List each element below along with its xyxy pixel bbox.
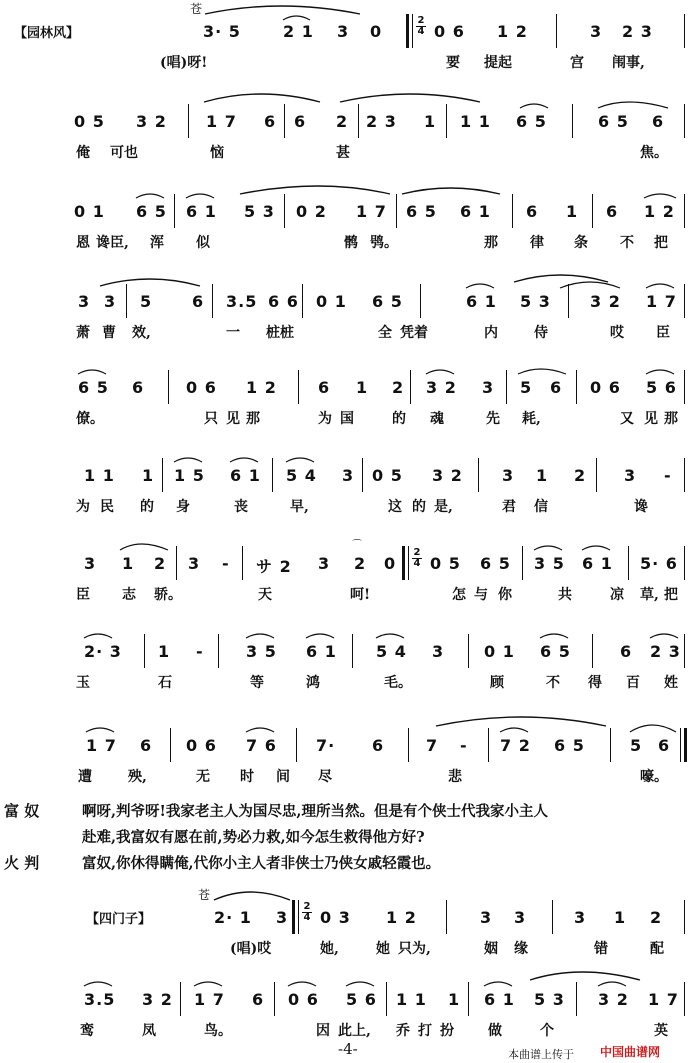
note-group: 3 2 xyxy=(598,990,629,1009)
lyric: 要 xyxy=(446,55,460,71)
note-group: 7· xyxy=(316,736,336,755)
note-group: 3 xyxy=(188,554,201,573)
lyric: 间 xyxy=(276,769,290,785)
time-signature: 2 4 xyxy=(417,15,425,37)
lyric: 她 xyxy=(376,941,390,957)
lyric: 扮 xyxy=(440,1023,454,1039)
lyric: 尽 xyxy=(318,769,332,785)
lyric: 的 xyxy=(412,499,426,515)
lyric: (唱)哎 xyxy=(230,941,272,957)
lyric: 侍 xyxy=(534,325,548,341)
note-group: 6 1 xyxy=(582,554,613,573)
note-group: 5 xyxy=(630,736,643,755)
lyric: 见 xyxy=(226,411,240,427)
lyric: 全 xyxy=(378,325,392,341)
lyric: 鸾 xyxy=(80,1023,94,1039)
note-group: 0 1 xyxy=(484,642,515,661)
note-group: 2· 1 xyxy=(214,908,252,927)
lyric: 把 xyxy=(654,235,668,251)
note-group: 1 7 xyxy=(646,292,677,311)
note-group: 5 3 xyxy=(534,990,565,1009)
note-group: 2 xyxy=(574,466,587,485)
lyric: 提起 xyxy=(484,55,512,71)
lyric: 条 xyxy=(574,235,588,251)
slur-marks xyxy=(0,356,700,408)
note-group: 5 6 xyxy=(346,990,377,1009)
slur-marks xyxy=(0,444,700,496)
note-group: 3 xyxy=(432,642,445,661)
note-group: 6 1 xyxy=(460,202,491,221)
lyric: 僚。 xyxy=(76,411,104,427)
note-group: 6 5 xyxy=(406,202,437,221)
note-group: 6 1 xyxy=(306,642,337,661)
fermata-mark: ⌒ xyxy=(352,540,362,551)
lyric: 天 xyxy=(258,587,272,603)
note-group: 3 xyxy=(337,22,350,41)
note-group: 3 5 xyxy=(246,642,277,661)
time-signature: 2 4 xyxy=(413,547,421,569)
note-group: 1 2 xyxy=(497,22,528,41)
lyric: 悲 xyxy=(448,769,462,785)
lyric: 百 xyxy=(626,675,640,691)
lyric: 浑 xyxy=(150,235,164,251)
note-group: 5 xyxy=(520,378,533,397)
note-group: 5 3 xyxy=(244,202,275,221)
lyric: 谗 xyxy=(634,499,648,515)
lyric: 臣 xyxy=(656,325,670,341)
note-group: 0 xyxy=(370,22,383,41)
page-number: -4- xyxy=(338,1040,358,1058)
lyric: 宫 xyxy=(570,55,584,71)
note-group: 6 xyxy=(132,378,145,397)
note-group: 3 xyxy=(318,554,331,573)
note-group: 0 2 xyxy=(296,202,327,221)
note-group: 2 xyxy=(336,112,349,131)
note-group: 6 xyxy=(318,378,331,397)
note-group: 6 5 xyxy=(516,112,547,131)
lyric: 呵! xyxy=(350,587,371,603)
tune-label: 【四门子】 xyxy=(86,912,152,927)
slur-marks xyxy=(0,90,700,142)
lyric: 俺 xyxy=(76,145,90,161)
lyric: 得 xyxy=(588,675,602,691)
lyric: 闱事, xyxy=(612,55,645,71)
note-group: 6 5 xyxy=(598,112,629,131)
note-group: 5 3 xyxy=(520,292,551,311)
note-group: 2 3 xyxy=(650,642,681,661)
note-group: 1 5 xyxy=(174,466,205,485)
slur-marks xyxy=(0,968,700,1020)
note-group: 3 2 xyxy=(426,378,457,397)
lyric: 毛。 xyxy=(384,675,412,691)
note-group: 6 xyxy=(526,202,539,221)
note-group: 6 5 xyxy=(554,736,585,755)
note-group: - xyxy=(222,554,230,573)
note-group: 1 2 xyxy=(644,202,675,221)
lyric: 凤 xyxy=(142,1023,156,1039)
note-group: 0 3 xyxy=(320,908,351,927)
lyric: 共 xyxy=(558,587,572,603)
lyric: 民 xyxy=(100,499,114,515)
lyric: 骄。 xyxy=(154,587,182,603)
note-group: 0 1 xyxy=(74,202,105,221)
lyric: 曹 xyxy=(102,325,116,341)
percussion-mark: 苍 xyxy=(190,2,203,16)
note-group: 7 6 xyxy=(246,736,277,755)
lyric: 志 xyxy=(122,587,136,603)
note-group: 6 xyxy=(140,736,153,755)
lyric: 可也 xyxy=(110,145,138,161)
lyric: 与 xyxy=(474,587,488,603)
note-group: 0 5 xyxy=(372,466,403,485)
lyric: 效, xyxy=(132,325,151,341)
lyric: 你 xyxy=(498,587,512,603)
note-group: 1 xyxy=(566,202,579,221)
lyric: 不 xyxy=(620,235,634,251)
note-group: 1 7 xyxy=(356,202,387,221)
note-group: 6 1 xyxy=(230,466,261,485)
note-group: 7 xyxy=(426,736,439,755)
lyric: 那 xyxy=(484,235,498,251)
lyric: 乔 xyxy=(396,1023,410,1039)
lyric: 那 xyxy=(246,411,260,427)
note-group: - xyxy=(196,642,204,661)
lyric: 甚 xyxy=(336,145,350,161)
lyric: 丧 xyxy=(234,499,248,515)
slur-marks xyxy=(0,0,700,52)
speaker-name: 火 判 xyxy=(4,854,40,872)
lyric: 殃, xyxy=(128,769,147,785)
note-group: 6 xyxy=(658,736,671,755)
note-group: 0 xyxy=(384,554,397,573)
note-group: 3 xyxy=(514,908,527,927)
lyric: 因 xyxy=(316,1023,330,1039)
note-group: 3 2 xyxy=(142,990,173,1009)
note-group: 1 xyxy=(448,990,461,1009)
note-group: 6 1 xyxy=(484,990,515,1009)
note-group: 5· 6 xyxy=(640,554,678,573)
note-group: 6 5 xyxy=(480,554,511,573)
lyric: 先 xyxy=(486,411,500,427)
note-group: 2· 3 xyxy=(84,642,122,661)
note-group: 5 4 xyxy=(286,466,317,485)
lyric: 无 xyxy=(196,769,210,785)
slur-marks xyxy=(0,714,700,766)
lyric: 耗, xyxy=(522,411,541,427)
lyric: 身 xyxy=(176,499,190,515)
note-group: 1 1 xyxy=(460,112,491,131)
note-group: 3 5 xyxy=(534,554,565,573)
note-group: 3 xyxy=(104,292,117,311)
lyric: 君 xyxy=(502,499,516,515)
lyric: 她, xyxy=(320,941,339,957)
lyric: 桩桩 xyxy=(266,325,294,341)
time-signature: 2 4 xyxy=(303,901,311,923)
site-logo: 中国曲谱网 xyxy=(600,1045,661,1059)
slur-marks xyxy=(0,886,700,938)
note-group: 0 6 xyxy=(434,22,465,41)
percussion-mark: 苍 xyxy=(198,888,211,902)
note-group: 3 xyxy=(590,22,603,41)
note-group: 1 1 xyxy=(396,990,427,1009)
note-group: 1 2 xyxy=(386,908,417,927)
note-group: 1 1 xyxy=(84,466,115,485)
lyric: 律 xyxy=(530,235,544,251)
note-group: 2 xyxy=(392,378,405,397)
lyric: 的 xyxy=(140,499,154,515)
note-group: 1 xyxy=(122,554,135,573)
lyric: 只 xyxy=(204,411,218,427)
note-group: 3.5 xyxy=(84,990,116,1009)
note-group: 0 5 xyxy=(74,112,105,131)
note-group: 0 5 xyxy=(430,554,461,573)
lyric: 鸮。 xyxy=(370,235,398,251)
note-group: 1 xyxy=(536,466,549,485)
note-group: 3 2 xyxy=(432,466,463,485)
lyric: 怎 xyxy=(452,587,466,603)
note-group: 2 3 xyxy=(622,22,653,41)
speaker-name: 富 奴 xyxy=(4,802,40,820)
note-group: 1 2 xyxy=(246,378,277,397)
note-group: 5 6 xyxy=(646,378,677,397)
slur-marks xyxy=(0,620,700,672)
lyric: 不 xyxy=(546,675,560,691)
note-group: 1 xyxy=(356,378,369,397)
lyric: 时 xyxy=(240,769,254,785)
lyric: 见 xyxy=(644,411,658,427)
note-group: 6 xyxy=(252,990,265,1009)
lyric: 此上, xyxy=(338,1023,371,1039)
lyric: 哎 xyxy=(610,325,624,341)
lyric: 恩 xyxy=(76,235,90,251)
lyric: 石 xyxy=(158,675,172,691)
dialogue-line: 啊呀,判爷呀!我家老主人为国尽忠,理所当然。但是有个侠士代我家小主人 xyxy=(82,803,548,820)
note-group: 0 6 xyxy=(590,378,621,397)
dialogue-line: 赴难,我富奴有愿在前,势必力救,如今怎生救得他方好? xyxy=(82,829,425,846)
note-group: 6 xyxy=(550,378,563,397)
source-note: 本曲谱上传于 xyxy=(508,1048,574,1061)
note-group: 2 xyxy=(154,554,167,573)
lyric: 的 xyxy=(392,411,406,427)
note-group: 2 3 xyxy=(366,112,397,131)
note-group: 3 xyxy=(574,908,587,927)
note-group: 1 xyxy=(158,642,171,661)
note-group: 7 2 xyxy=(500,736,531,755)
lyric: 做 xyxy=(488,1023,502,1039)
note-group: 6 xyxy=(192,292,205,311)
lyric: 为 xyxy=(318,411,332,427)
note-group: 0 6 xyxy=(186,378,217,397)
lyric: 鹘 xyxy=(344,235,358,251)
note-group: 6 5 xyxy=(136,202,167,221)
note-group: 6 1 xyxy=(186,202,217,221)
lyric: 信 xyxy=(534,499,548,515)
note-group: 6 xyxy=(606,202,619,221)
note-group: 3 xyxy=(78,292,91,311)
note-group: 0 6 xyxy=(186,736,217,755)
note-group: 1 7 xyxy=(194,990,225,1009)
note-group: 5 xyxy=(140,292,153,311)
lyric: 臣 xyxy=(76,587,90,603)
note-group: サ 2 xyxy=(256,557,292,576)
note-group: 3 xyxy=(480,908,493,927)
slur-marks xyxy=(0,180,700,232)
note-group: 2 xyxy=(354,554,367,573)
lyric: 凉 xyxy=(610,587,624,603)
dialogue-line: 富奴,你休得瞒俺,代你小主人者非侠士乃侠女戚轻霞也。 xyxy=(82,855,441,872)
slur-marks xyxy=(0,270,700,322)
slur-marks xyxy=(0,532,700,584)
note-group: 6 xyxy=(620,642,633,661)
lyric: 似 xyxy=(196,235,210,251)
note-group: 0 1 xyxy=(316,292,347,311)
lyric: 只为, xyxy=(398,941,431,957)
lyric: 草, xyxy=(640,587,659,603)
lyric: 又 xyxy=(620,411,634,427)
lyric: 顾 xyxy=(490,675,504,691)
lyric: 鸿 xyxy=(306,675,320,691)
lyric: 谗臣, xyxy=(96,235,129,251)
note-group: 2 1 xyxy=(283,22,314,41)
note-group: 6 xyxy=(294,112,307,131)
lyric: 把 xyxy=(664,587,678,603)
lyric: 配 xyxy=(650,941,664,957)
note-group: 6 1 xyxy=(466,292,497,311)
note-group: 1 xyxy=(424,112,437,131)
note-group: 0 6 xyxy=(288,990,319,1009)
lyric: 错 xyxy=(594,941,608,957)
note-group: 3 xyxy=(342,466,355,485)
note-group: 5 4 xyxy=(376,642,407,661)
note-group: 3· 5 xyxy=(203,22,241,41)
note-group: 1 xyxy=(614,908,627,927)
note-group: 1 xyxy=(142,466,155,485)
note-group: 6 xyxy=(372,736,385,755)
note-group: - xyxy=(664,466,672,485)
note-group: 1 7 xyxy=(206,112,237,131)
lyric: 凭着 xyxy=(400,325,428,341)
lyric: 魂 xyxy=(430,411,444,427)
lyric: 是, xyxy=(434,499,453,515)
lyric: 萧 xyxy=(76,325,90,341)
lyric: 内 xyxy=(484,325,498,341)
lyric: 一 xyxy=(226,325,240,341)
lyric: 玉 xyxy=(76,675,90,691)
lyric: 姓 xyxy=(664,675,678,691)
note-group: - xyxy=(460,736,468,755)
note-group: 3 xyxy=(502,466,515,485)
note-group: 3 2 xyxy=(136,112,167,131)
note-group: 1 7 xyxy=(648,990,679,1009)
note-group: 3 xyxy=(624,466,637,485)
note-group: 3 xyxy=(84,554,97,573)
lyric: 那 xyxy=(664,411,678,427)
lyric: 这 xyxy=(388,499,402,515)
lyric: 鸟。 xyxy=(204,1023,232,1039)
note-group: 3 2 xyxy=(590,292,621,311)
lyric: 个 xyxy=(540,1023,554,1039)
note-group: 6 5 xyxy=(372,292,403,311)
lyric: 等 xyxy=(250,675,264,691)
note-group: 1 7 xyxy=(86,736,117,755)
note-group: 6 5 xyxy=(78,378,109,397)
lyric: 遭 xyxy=(78,769,92,785)
note-group: 3 xyxy=(276,908,289,927)
note-group: 2 xyxy=(650,908,663,927)
lyric: 国 xyxy=(340,411,354,427)
note-group: 6 xyxy=(264,112,277,131)
lyric: 打 xyxy=(418,1023,432,1039)
lyric: 为 xyxy=(76,499,90,515)
note-group: 3 xyxy=(482,378,495,397)
tune-label: 【园林风】 xyxy=(14,26,80,41)
lyric: 焦。 xyxy=(640,145,668,161)
note-group: 6 5 xyxy=(540,642,571,661)
lyric: 姻 xyxy=(484,941,498,957)
lyric: 英 xyxy=(654,1023,668,1039)
lyric: (唱)呀! xyxy=(160,55,208,71)
lyric: 嚎。 xyxy=(640,769,668,785)
lyric: 早, xyxy=(290,499,309,515)
note-group: 6 6 xyxy=(268,292,299,311)
lyric: 恼 xyxy=(210,145,224,161)
note-group: 3.5 xyxy=(226,292,258,311)
lyric: 缘 xyxy=(514,941,528,957)
note-group: 6 xyxy=(652,112,665,131)
